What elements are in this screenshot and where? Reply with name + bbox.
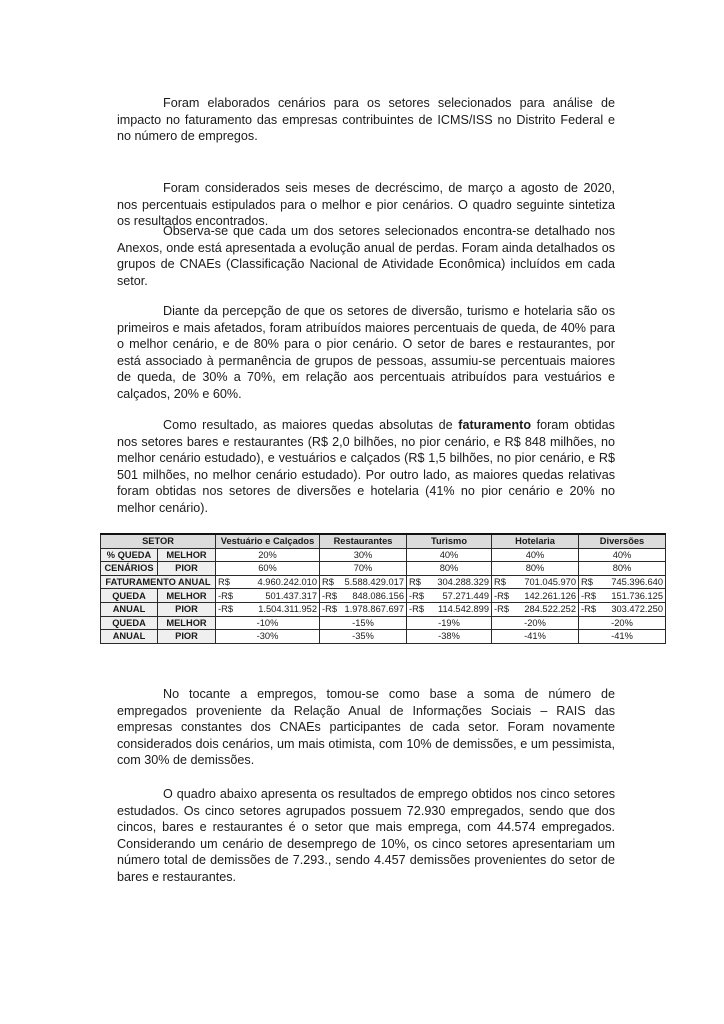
table-cell: [407, 589, 492, 603]
currency: R$: [322, 577, 334, 588]
row-label-queda: % QUEDA: [101, 548, 158, 562]
paragraph-3: [117, 223, 615, 289]
row-label-pior: PIOR: [158, 562, 216, 576]
paragraph-4: [117, 303, 615, 403]
currency: -R$: [322, 604, 337, 615]
currency: -R$: [218, 604, 233, 615]
table-cell: [216, 602, 320, 616]
amount: 501.437.317: [265, 590, 318, 601]
table-cell: 40%: [407, 548, 492, 562]
amount: 848.086.156: [352, 590, 405, 601]
paragraph-6-text: No tocante a empregos, tomou-se como base a soma de número de empregados proveniente da Relação Anual de Informações Sociais – RAIS das empresas constantes dos CNAEs participantes de cada setor. Foram novamente considerados dois cenários, um mais otimista, com 10% de demissões, e um pessimista, com 30% de demissões.: [117, 687, 615, 768]
paragraph-2-text: Foram considerados seis meses de decréscimo, de março a agosto de 2020, nos percentuais estipulados para o melhor e pior cenários. O quadro seguinte sintetiza os resultados encontrados.: [117, 181, 615, 229]
header-sector: Restaurantes: [320, 534, 407, 548]
currency: -R$: [581, 604, 596, 615]
currency: R$: [494, 577, 506, 588]
currency: -R$: [409, 604, 424, 615]
paragraph-5-bold: faturamento: [458, 418, 532, 432]
row-label-melhor: MELHOR: [158, 589, 216, 603]
amount: 4.960.242.010: [257, 577, 318, 588]
table-row: [101, 575, 666, 589]
currency: -R$: [218, 590, 233, 601]
table-cell: -15%: [320, 616, 407, 630]
header-setor: SETOR: [101, 534, 216, 548]
table-row: [101, 602, 666, 616]
amount: 151.736.125: [611, 590, 664, 601]
paragraph-5-text-a: Como resultado, as maiores quedas absolutas de: [163, 418, 459, 432]
table-cell: -38%: [407, 630, 492, 644]
table-cell: 40%: [492, 548, 579, 562]
table-cell: [492, 575, 579, 589]
header-sector: Turismo: [407, 534, 492, 548]
amount: 5.588.429.017: [344, 577, 405, 588]
table-cell: -19%: [407, 616, 492, 630]
table-cell: [320, 602, 407, 616]
table-cell: -20%: [579, 616, 666, 630]
amount: 1.978.867.697: [344, 604, 405, 615]
table-cell: 20%: [216, 548, 320, 562]
table-cell: 30%: [320, 548, 407, 562]
paragraph-5-text-b: foram obtidas nos setores bares e restaurantes (R$ 2,0 bilhões, no pior cenário, e R$ 848 milhões, no melhor cenário estudado), e vestuários e calçados (R$ 1,5 bilhões, no pior cenário, e R$ 501 milhões, no melhor cenário estudado). Por outro lado, as maiores quedas relativas foram obtidas nos setores de diversões e hotelaria (41% no pior cenário e 20% no melhor cenário).: [117, 418, 615, 515]
faturamento-table: [100, 533, 666, 644]
amount: 304.288.329: [437, 577, 490, 588]
row-label-melhor: MELHOR: [158, 548, 216, 562]
currency: R$: [409, 577, 421, 588]
table-cell: 80%: [492, 562, 579, 576]
table-cell: [216, 589, 320, 603]
row-label-queda: QUEDA: [101, 589, 158, 603]
table-cell: [579, 602, 666, 616]
table-cell: 80%: [407, 562, 492, 576]
paragraph-1-text: Foram elaborados cenários para os setores selecionados para análise de impacto no faturamento das empresas contribuintes de ICMS/ISS no Distrito Federal e no número de empregos.: [117, 96, 615, 144]
table-cell: 60%: [216, 562, 320, 576]
table-cell: -20%: [492, 616, 579, 630]
amount: 1.504.311.952: [258, 604, 318, 615]
currency: -R$: [494, 590, 509, 601]
amount: 114.542.899: [438, 604, 490, 615]
paragraph-7-text: O quadro abaixo apresenta os resultados de emprego obtidos nos cinco setores estudados. Os cinco setores agrupados possuem 72.930 empregados, sendo que dos cincos, bares e restaurantes é o setor que mais emprega, com 44.574 empregados. Considerando um cenário de desemprego de 10%, os cinco setores apresentariam um número total de demissões de 7.293., sendo 4.457 demissões provenientes do setor de bares e restaurantes.: [117, 787, 615, 884]
paragraph-1: [117, 95, 615, 145]
table-cell: [579, 589, 666, 603]
amount: 745.396.640: [611, 577, 664, 588]
paragraph-7: [117, 786, 615, 886]
currency: -R$: [581, 590, 596, 601]
row-label-faturamento: FATURAMENTO ANUAL: [101, 575, 216, 589]
row-label-queda: QUEDA: [101, 616, 158, 630]
currency: -R$: [494, 604, 509, 615]
table-cell: [407, 575, 492, 589]
table-row: [101, 548, 666, 562]
table-cell: [407, 602, 492, 616]
table-cell: -41%: [492, 630, 579, 644]
table-cell: [492, 602, 579, 616]
amount: 284.522.252: [524, 604, 577, 615]
currency: R$: [218, 577, 230, 588]
row-label-melhor: MELHOR: [158, 616, 216, 630]
row-label-pior: PIOR: [158, 630, 216, 644]
amount: 57.271.449: [442, 590, 490, 601]
table-cell: [320, 575, 407, 589]
table-cell: -10%: [216, 616, 320, 630]
row-label-pior: PIOR: [158, 602, 216, 616]
table-cell: -41%: [579, 630, 666, 644]
table-cell: 40%: [579, 548, 666, 562]
paragraph-4-text: Diante da percepção de que os setores de diversão, turismo e hotelaria são os primeiros e mais afetados, foram atribuídos maiores percentuais de queda, de 40% para o melhor cenário, e de 80% para o pior cenário. O setor de bares e restaurantes, por está associado à permanência de grupos de pessoas, assumiu-se percentuais maiores de queda, de 30% a 70%, em relação aos percentuais atribuídos para vestuários e calçados, 20% e 60%.: [117, 304, 615, 401]
table-cell: [579, 575, 666, 589]
row-label-anual: ANUAL: [101, 602, 158, 616]
table-cell: -35%: [320, 630, 407, 644]
table-cell: [320, 589, 407, 603]
table-row: [101, 589, 666, 603]
row-label-cenarios: CENÁRIOS: [101, 562, 158, 576]
table-header-row: [101, 534, 666, 548]
table-row: [101, 562, 666, 576]
table-cell: 80%: [579, 562, 666, 576]
table-cell: [492, 589, 579, 603]
row-label-anual: ANUAL: [101, 630, 158, 644]
paragraph-6: [117, 686, 615, 769]
amount: 303.472.250: [611, 604, 664, 615]
table-row: [101, 630, 666, 644]
amount: 142.261.126: [524, 590, 577, 601]
currency: -R$: [409, 590, 424, 601]
header-sector: Diversões: [579, 534, 666, 548]
amount: 701.045.970: [524, 577, 577, 588]
header-sector: Hotelaria: [492, 534, 579, 548]
table-cell: -30%: [216, 630, 320, 644]
table-cell: [216, 575, 320, 589]
paragraph-3-text: Observa-se que cada um dos setores selecionados encontra-se detalhado nos Anexos, onde está apresentada a evolução anual de perdas. Foram ainda detalhados os grupos de CNAEs (Classificação Nacional de Atividade Econômica) incluídos em cada setor.: [117, 224, 615, 288]
table-cell: 70%: [320, 562, 407, 576]
paragraph-5: [117, 417, 615, 517]
currency: -R$: [322, 590, 337, 601]
header-sector: Vestuário e Calçados: [216, 534, 320, 548]
table-row: [101, 616, 666, 630]
currency: R$: [581, 577, 593, 588]
